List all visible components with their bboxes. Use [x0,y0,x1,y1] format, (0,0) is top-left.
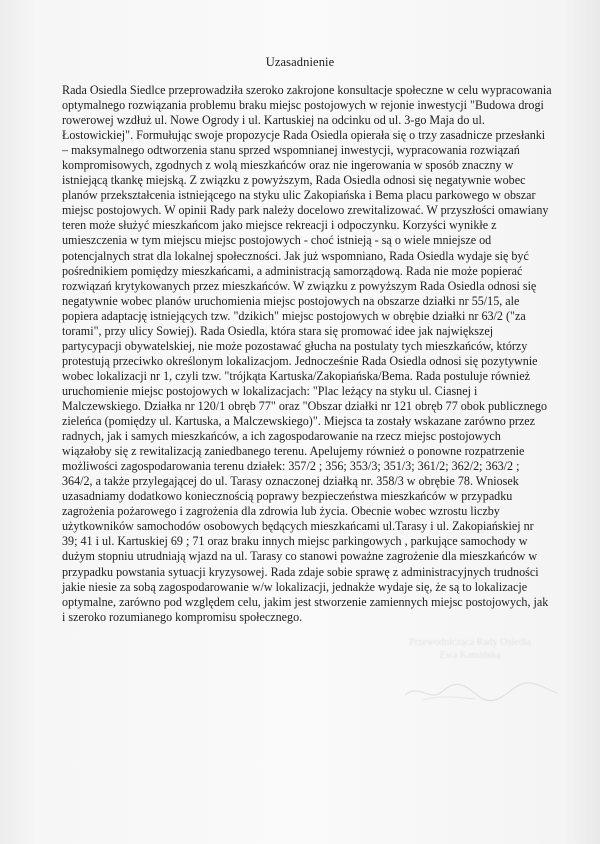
signature-block [395,636,545,662]
handwritten-signature [395,675,565,707]
signature-title: Przewodnicząca Rady Osiedla [409,637,531,648]
document-body [62,83,552,625]
body-paragraph: Rada Osiedla Siedlce przeprowadziła szeroko zakrojone konsultacje społeczne w celu wypracowania optymalnego rozwiązania problemu braku miejsc postojowych w rejonie inwestycji "Budowa drogi rowerowej wzdłuż ul. Nowe Ogrody i ul. Kartuskiej na odcinku od ul. 3-go Maja do ul. Łostowickiej". Formułując swoje propozycje Rada Osiedla opierała się o trzy zasadnicze przesłanki – maksymalnego odtworzenia stanu sprzed wspomnianej inwestycji, wypracowania rozwiązań kompromisowych, zgodnych z wolą mieszkańców oraz nie ingerowania w sposób znaczny w istniejącą tkankę miejską. Z związku z powyższym, Rada Osiedla odnosi się negatywnie wobec planów przekształcenia istniejącego na styku ulic Zakopiańska i Bema placu parkowego w obszar miejsc postojowych. W opinii Rady park należy docelowo zrewitalizować. W przyszłości omawiany teren może służyć mieszkańcom jako miejsce rekreacji i odpoczynku. Korzyści wynikłe z umieszczenia w tym miejscu miejsc postojowych - choć istnieją - są o wiele mniejsze od potencjalnych strat dla lokalnej społeczności. Jak już wspomniano, Rada Osiedla wydaje się być pośrednikiem pomiędzy mieszkańcami, a administracją samorządową. Rada nie może popierać rozwiązań krytykowanych przez mieszkańców. W związku z powyższym Rada Osiedla odnosi się negatywnie wobec planów uruchomienia miejsc postojowych na obszarze działki nr 55/15, ale popiera adaptację istniejących tzw. "dzikich" miejsc postojowych w obrębie działki nr 63/2 ("za torami", przy ulicy Sowiej). Rada Osiedla, która stara się promować idee jak największej partycypacji obywatelskiej, nie może pozostawać głucha na postulaty tych mieszkańców, którzy protestują przeciwko określonym lokalizacjom. Jednocześnie Rada Osiedla odnosi się pozytywnie wobec lokalizacji nr 1, czyli tzw. "trójkąta Kartuska/Zakopiańska/Bema. Rada postuluje również uruchomienie miejsc postojowych w lokalizacjach: "Plac leżący na styku ul. Ciasnej i Malczewskiego. Działka nr 120/1 obręb 77" oraz "Obszar działki nr 121 obręb 77 obok publicznego zieleńca (pomiędzy ul. Kartuska, a Malczewskiego)". Miejsca ta zostały wskazane zarówno przez radnych, jak i samych mieszkańców, a ich zagospodarowanie na rzecz miejsc postojowych wiązałoby się z rewitalizacją zaniedbanego terenu. Apelujemy również o ponowne rozpatrzenie możliwości zagospodarowania terenu działek: 357/2 ; 356; 353/3; 351/3; 361/2; 362/2; 363/2 ; 364/2, a także przylegającej do ul. Tarasy oznaczonej działką nr. 358/3 w obrębie 78. Wniosek uzasadniamy dodatkowo koniecznością poprawy bezpieczeństwa mieszkańców w przypadku zagrożenia pożarowego i zagrożenia dla zdrowia lub życia. Obecnie wobec wzrostu liczby użytkowników samochodów osobowych będących mieszkańcami ul.Tarasy i ul. Zakopiańskiej nr 39; 41 i ul. Kartuskiej 69 ; 71 oraz braku innych miejsc parkingowych , parkujące samochody w dużym stopniu utrudniają wjazd na ul. Tarasy co stanowi poważne zagrożenie dla mieszkańców w przypadku powstania sytuacji kryzysowej. Rada zdaje sobie sprawę z administracyjnych trudności jakie niesie za sobą zagospodarowanie w/w lokalizacji, jednakże wydaje się, że są to lokalizacje optymalne, zarówno pod względem celu, jakim jest stworzenie zamiennych miejsc postojowych, jak i szeroko rozumianego kompromisu społecznego. [62,83,552,624]
signature-name: Ewa Kamińska [439,650,501,661]
document-title: Uzasadnienie [265,55,335,69]
